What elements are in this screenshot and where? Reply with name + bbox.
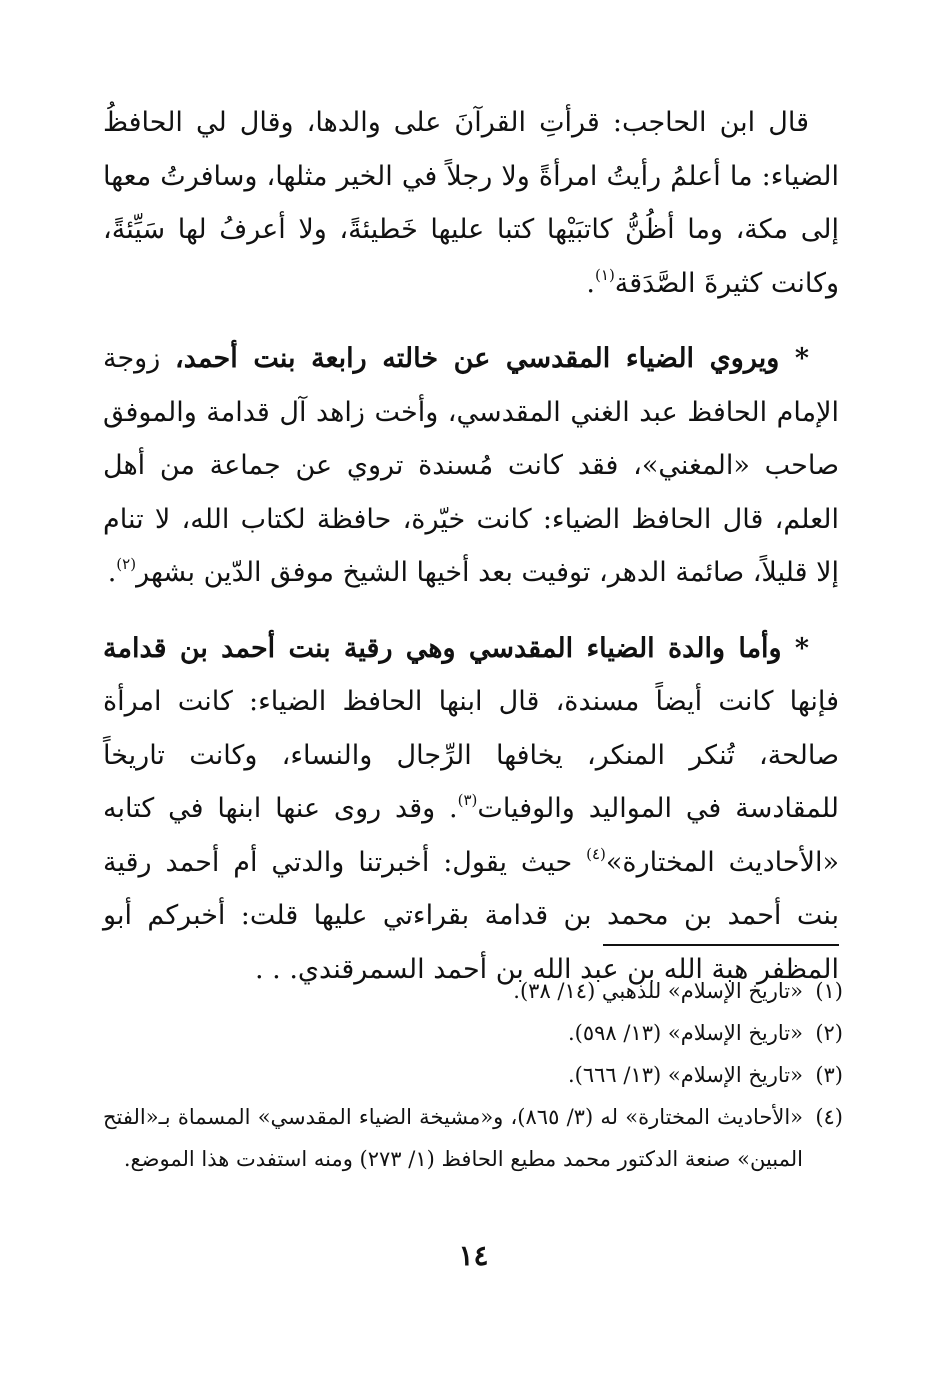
footnote-number: (٤) [815, 1105, 843, 1129]
paragraph-3-text: فإنها كانت أيضاً مسندة، قال ابنها الحافظ الضياء: كانت امرأة صالحة، تُنكر المنكر، يخافها الرِّجال والنساء، وكانت تاريخاً للمقادسة في المواليد والوفيات [103, 686, 839, 824]
paragraph-2-lead: * ويروي الضياء المقدسي عن خالته رابعة بنت أحمد، [175, 343, 810, 374]
paragraph-3 [103, 622, 839, 997]
footnote-text: «تاريخ الإسلام» (١٣/ ٦٦٦). [567, 1063, 803, 1087]
paragraph-3-tail: . وقد روى عنها ابنها في كتابه «الأحاديث المختارة» [103, 793, 840, 878]
paragraph-3-lead: * وأما والدة الضياء المقدسي وهي رقية بنت أحمد بن قدامة [103, 632, 809, 664]
paragraph-2 [103, 332, 839, 600]
footnote-text: «الأحاديث المختارة» له (٣/ ٨٦٥)، و«مشيخة الضياء المقدسي» المسماة بـ«الفتح المبين» صنعة الدكتور محمد مطيع الحافظ (١/ ٢٧٣) ومنه استفدت هذا الموضع. [103, 1105, 804, 1171]
page-number: ١٤ [458, 1239, 489, 1272]
paragraph-2-text: زوجة الإمام الحافظ عبد الغني المقدسي، وأخت زاهد آل قدامة والموفق صاحب «المغني»، فقد كانت مُسندة تروي عن جماعة من أهل العلم، قال الحافظ الضياء: كانت خيّرة، حافظة لكتاب الله، لا تنام إلا قليلاً، صائمة الدهر، توفيت بعد أخيها الشيخ موفق الدّين بشهر [103, 343, 839, 588]
footnote-ref-3[interactable]: (٣) [457, 791, 478, 809]
footnotes [103, 970, 843, 1180]
paragraph-1-text: قال ابن الحاجب: قرأتِ القرآنَ على والدها، وقال لي الحافظُ الضياء: ما أعلمُ رأيتُ امرأةً ولا رجلاً في الخير مثلها، وسافرتُ معها إلى مكة، وما أظُنُّ كاتبَيْها كتبا عليها خَطيئةً، ولا أعرفُ لها سَيِّئةً، وكانت كثيرةَ الصَّدَقة [103, 107, 839, 299]
footnote-divider [603, 944, 839, 946]
paragraph-3-tail-2: حيث يقول: أخبرتنا والدتي أم أحمد رقية بنت أحمد بن محمد بن قدامة بقراءتي عليها قلت: أخبركم أبو المظفر هبة الله بن عبد الله بن أحمد السمرقندي. . . [103, 846, 839, 985]
footnote-number: (١) [815, 979, 843, 1003]
footnote-item [103, 1012, 843, 1054]
main-text [103, 96, 839, 1018]
paragraph-1-tail: . [586, 267, 596, 299]
footnote-text: «تاريخ الإسلام» (١٣/ ٥٩٨). [567, 1021, 803, 1045]
footnote-item [103, 1096, 843, 1180]
paragraph-1 [103, 96, 839, 310]
footnote-ref-4[interactable]: (٤) [586, 844, 606, 863]
footnote-ref-1[interactable]: (١) [595, 265, 615, 284]
footnote-item [103, 1054, 843, 1096]
footnote-text: «تاريخ الإسلام» للذهبي (١٤/ ٣٨). [513, 979, 803, 1003]
footnote-number: (٣) [815, 1063, 843, 1087]
footnote-item [103, 970, 843, 1012]
footnote-number: (٢) [815, 1021, 843, 1045]
footnote-ref-2[interactable]: (٢) [116, 555, 137, 573]
paragraph-2-tail: . [107, 557, 117, 588]
